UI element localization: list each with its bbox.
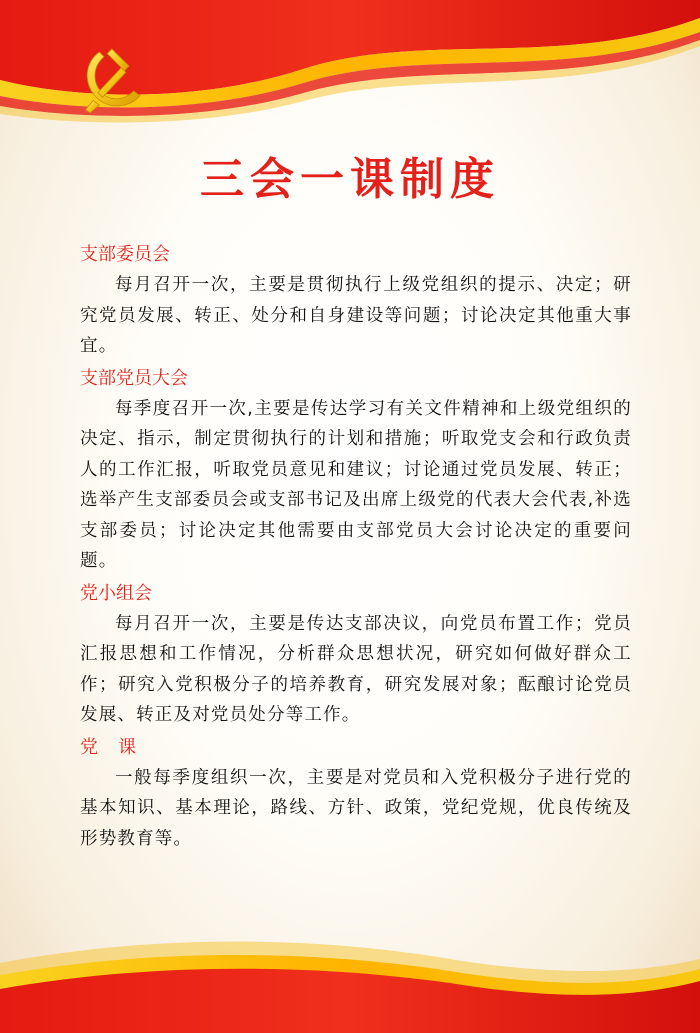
- bottom-wave-banner: [0, 913, 700, 1033]
- content-area: [80, 240, 632, 856]
- section-body-branch-committee: 每月召开一次，主要是贯彻执行上级党组织的提示、决定；研究党员发展、转正、处分和自身建设等问题；讨论决定其他重大事宜。: [80, 275, 632, 356]
- section-heading-branch-committee: 支部委员会: [80, 244, 170, 265]
- page-title: 三会一课制度: [200, 154, 500, 205]
- section-heading-branch-general-meeting: 支部党员大会: [80, 367, 188, 389]
- hammer-and-sickle-icon: [76, 38, 154, 116]
- section-body-party-group-meeting: 每月召开一次，主要是传达支部决议，向党员布置工作；党员汇报思想和工作情况，分析群众思想状况，研究如何做好群众工作；研究入党积极分子的培养教育，研究发展对象；酝酿讨论党员发展、转正及对党员处分等工作。: [80, 613, 632, 725]
- section-body-party-lecture: 一般每季度组织一次，主要是对党员和入党积极分子进行党的基本知识、基本理论，路线、方针、政策，党纪党规，优良传统及形势教育等。: [80, 767, 632, 849]
- section-body-branch-general-meeting: 每季度召开一次,主要是传达学习有关文件精神和上级党组织的决定、指示，制定贯彻执行的计划和措施；听取党支会和行政负责人的工作汇报，听取党员意见和建议；讨论通过党员发展、转正；选举产生支部委员会或支部书记及出席上级党的代表大会代表,补选支部委员；讨论决定其他需要由支部党员大会讨论决定的重要问题。: [80, 398, 632, 571]
- section-heading-party-lecture: 党 课: [80, 736, 137, 758]
- section-heading-party-group-meeting: 党小组会: [80, 582, 152, 604]
